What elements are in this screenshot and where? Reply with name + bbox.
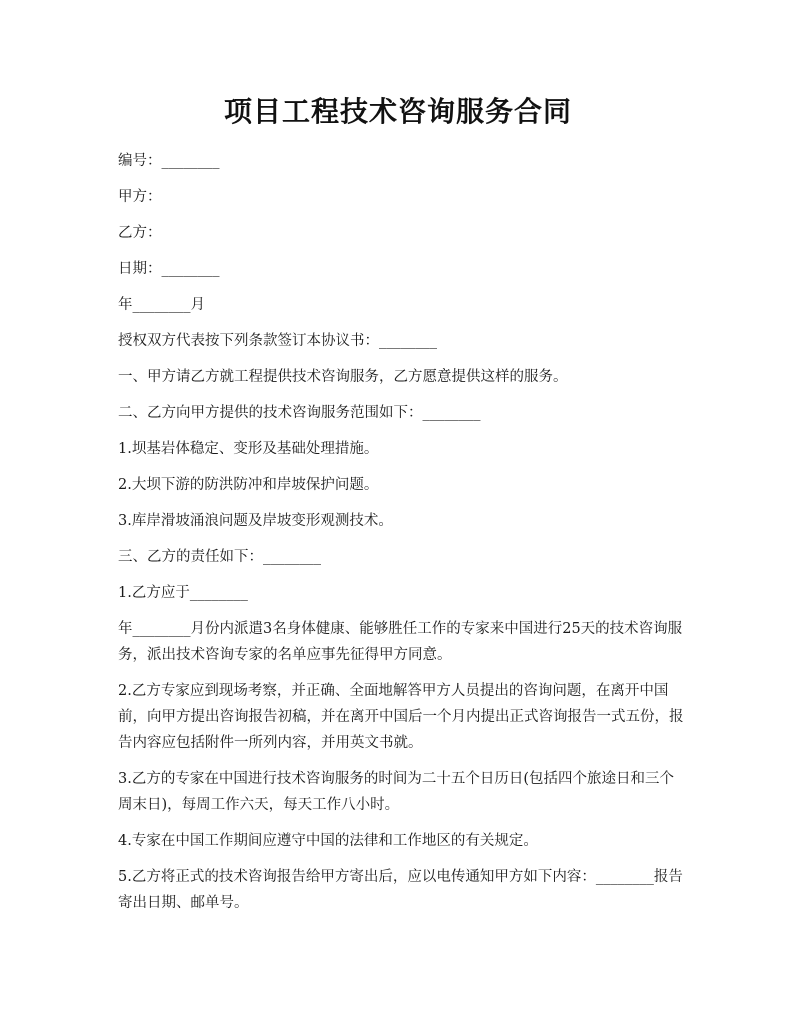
paragraph-party-a: 甲方：	[118, 189, 162, 205]
paragraph-year-month: 年________月	[118, 297, 205, 313]
paragraph-duty-item-5: 5.乙方将正式的技术咨询报告给甲方寄出后，应以电传通知甲方如下内容：________报告寄出日期、邮单号。	[118, 869, 683, 911]
paragraph-date: 日期：________	[118, 261, 220, 277]
document-body	[118, 148, 684, 926]
paragraph-party-b: 乙方：	[118, 225, 162, 241]
paragraph-duty-item-1: 1.乙方应于________	[118, 585, 248, 601]
paragraph-scope-item-2: 2.大坝下游的防洪防冲和岸坡保护问题。	[118, 477, 379, 493]
paragraph-duty-item-3: 3.乙方的专家在中国进行技术咨询服务的时间为二十五个日历日(包括四个旅途日和三个周末日)，每周工作六天，每天工作八小时。	[118, 771, 674, 813]
paragraph-section-3: 三、乙方的责任如下：________	[118, 549, 321, 565]
paragraph-scope-item-1: 1.坝基岩体稳定、变形及基础处理措施。	[118, 441, 379, 457]
paragraph-section-2: 二、乙方向甲方提供的技术咨询服务范围如下：________	[118, 405, 481, 421]
paragraph-duty-item-2: 2.乙方专家应到现场考察，并正确、全面地解答甲方人员提出的咨询问题，在离开中国前，向甲方提出咨询报告初稿，并在离开中国后一个月内提出正式咨询报告一式五份，报告内容应包括附件一所列内容，并用英文书就。	[118, 683, 684, 751]
paragraph-contract-number: 编号：________	[118, 153, 220, 169]
paragraph-authorization: 授权双方代表按下列条款签订本协议书：________	[118, 333, 437, 349]
paragraph-duty-item-4: 4.专家在中国工作期间应遵守中国的法律和工作地区的有关规定。	[118, 833, 538, 849]
paragraph-duty-item-1-cont: 年________月份内派遣3名身体健康、能够胜任工作的专家来中国进行25天的技术咨询服务，派出技术咨询专家的名单应事先征得甲方同意。	[118, 621, 683, 663]
document-title: 项目工程技术咨询服务合同	[223, 95, 572, 128]
paragraph-section-1: 一、甲方请乙方就工程提供技术咨询服务，乙方愿意提供这样的服务。	[118, 369, 568, 385]
paragraph-scope-item-3: 3.库岸滑坡涌浪问题及岸坡变形观测技术。	[118, 513, 393, 529]
